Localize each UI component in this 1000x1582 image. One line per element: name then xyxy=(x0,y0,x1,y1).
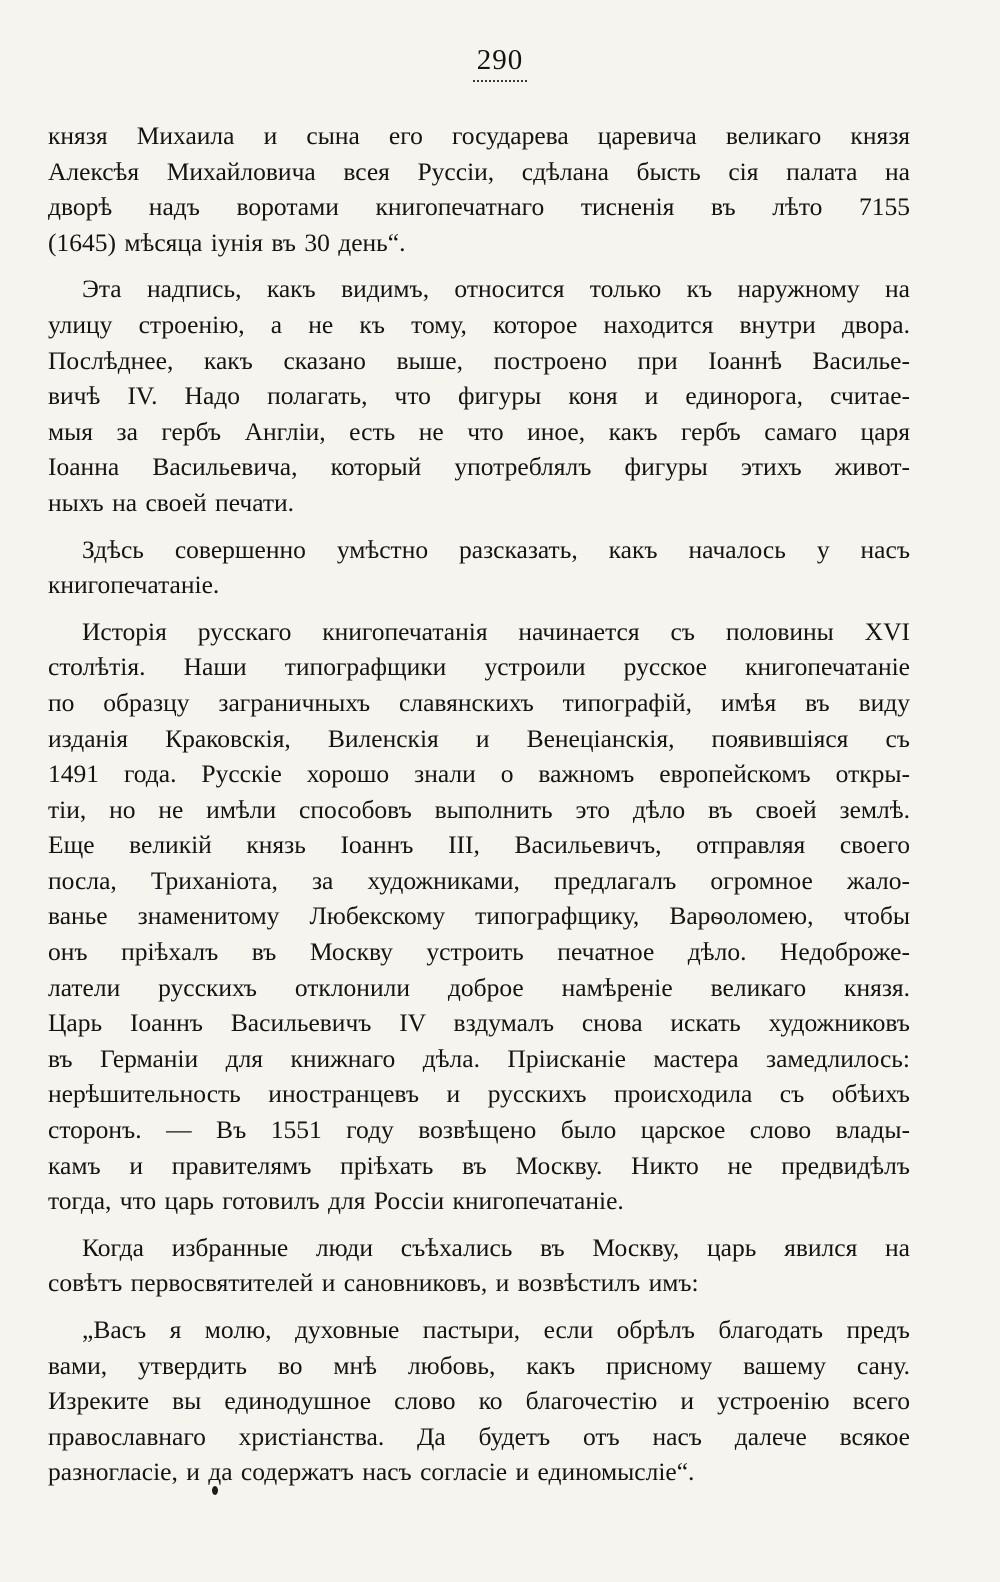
text-line: нерѣшительность иностранцевъ и русскихъ происходила съ обѣихъ xyxy=(48,1079,910,1109)
paragraph-gap xyxy=(48,260,910,271)
page-number-text: 290 xyxy=(473,44,528,82)
text-line: ныхъ на своей печати. xyxy=(48,487,295,517)
text-line: въ Германіи для книжнаго дѣла. Пріисканіе мастера замедлилось: xyxy=(48,1043,910,1073)
text-line: (1645) мѣсяца іунія въ 30 день“. xyxy=(48,227,406,257)
text-line: Здѣсь совершенно умѣстно разсказать, какъ началось у насъ xyxy=(82,534,910,564)
paragraph xyxy=(48,1312,910,1490)
text-line: православнаго христіанства. Да будетъ отъ насъ далече всякое xyxy=(48,1421,910,1451)
text-line: камъ и правителямъ пріѣхать въ Москву. Никто не предвидѣлъ xyxy=(48,1150,910,1180)
text-line: Исторія русскаго книгопечатанія начинается съ половины XVI xyxy=(82,616,910,646)
text-line: изданія Краковскія, Виленскія и Венеціанскія, появившіяся съ xyxy=(48,723,910,753)
text-line: Изреките вы единодушное слово ко благочестію и устроенію всего xyxy=(48,1386,910,1416)
text-line: тіи, но не имѣли способовъ выполнить это дѣло въ своей землѣ. xyxy=(48,794,910,824)
print-speck xyxy=(212,1486,218,1495)
text-line: тогда, что царь готовилъ для Россіи книгопечатаніе. xyxy=(48,1186,624,1216)
text-line: Еще великій князь Іоаннъ III, Васильевичъ, отправляя своего xyxy=(48,830,910,860)
paragraph xyxy=(48,614,910,1219)
text-line: 1491 года. Русскіе хорошо знали о важномъ европейскомъ откры- xyxy=(48,759,910,789)
text-line: Послѣднее, какъ сказано выше, построено при Іоаннѣ Василье- xyxy=(48,345,910,375)
text-line: книгопечатаніе. xyxy=(48,570,220,600)
text-line: онъ пріѣхалъ въ Москву устроить печатное дѣло. Недоброже- xyxy=(48,937,910,967)
text-line: Когда избранные люди съѣхались въ Москву, царь явился на xyxy=(82,1232,910,1262)
text-line: совѣтъ первосвятителей и сановниковъ, и возвѣстилъ имъ: xyxy=(48,1268,699,1298)
text-line: ванье знаменитому Любекскому типографщику, Варѳоломею, чтобы xyxy=(48,901,910,931)
text-line: мыя за гербъ Англіи, есть не что иное, какъ гербъ самаго царя xyxy=(48,416,910,446)
text-line: вами, утвердить во мнѣ любовь, какъ присному вашему сану. xyxy=(48,1350,910,1380)
text-line: дворѣ надъ воротами книгопечатнаго тисненія въ лѣто 7155 xyxy=(48,192,910,222)
text-line: сторонъ. — Въ 1551 году возвѣщено было царское слово влады- xyxy=(48,1115,910,1145)
text-line: улицу строенію, а не къ тому, которое находится внутри двора. xyxy=(48,309,910,339)
text-line: посла, Триханіота, за художниками, предлагалъ огромное жало- xyxy=(48,865,910,895)
text-line: Іоанна Васильевича, который употреблялъ фигуры этихъ живот- xyxy=(48,452,910,482)
paragraph-gap xyxy=(48,1301,910,1312)
text-line: „Васъ я молю, духовные пастыри, если обрѣлъ благодать предъ xyxy=(82,1315,910,1344)
paragraph-gap xyxy=(48,521,910,532)
text-line: разногласіе, и да содержатъ насъ согласіе и единомысліе“. xyxy=(48,1457,695,1487)
page-number xyxy=(0,44,1000,82)
paragraph xyxy=(48,532,910,603)
paragraph-gap xyxy=(48,1219,910,1230)
paragraph-gap xyxy=(48,603,910,614)
text-line: князя Михаила и сына его государева царевича великаго князя xyxy=(48,121,910,150)
text-line: Эта надпись, какъ видимъ, относится только къ наружному на xyxy=(82,274,910,304)
text-line: Алексѣя Михайловича всея Руссіи, сдѣлана бысть сія палата на xyxy=(48,156,910,186)
text-line: по образцу заграничныхъ славянскихъ типографій, имѣя въ виду xyxy=(48,687,910,717)
paragraph xyxy=(48,1230,910,1301)
paragraph xyxy=(48,118,910,260)
page-text xyxy=(48,118,910,1490)
text-line: Царь Іоаннъ Васильевичъ IV вздумалъ снова искать художниковъ xyxy=(48,1008,910,1038)
text-line: столѣтія. Наши типографщики устроили русское книгопечатаніе xyxy=(48,652,910,682)
text-line: вичѣ IV. Надо полагать, что фигуры коня и единорога, считае- xyxy=(48,381,910,411)
paragraph xyxy=(48,271,910,520)
text-line: латели русскихъ отклонили доброе намѣреніе великаго князя. xyxy=(48,972,910,1002)
